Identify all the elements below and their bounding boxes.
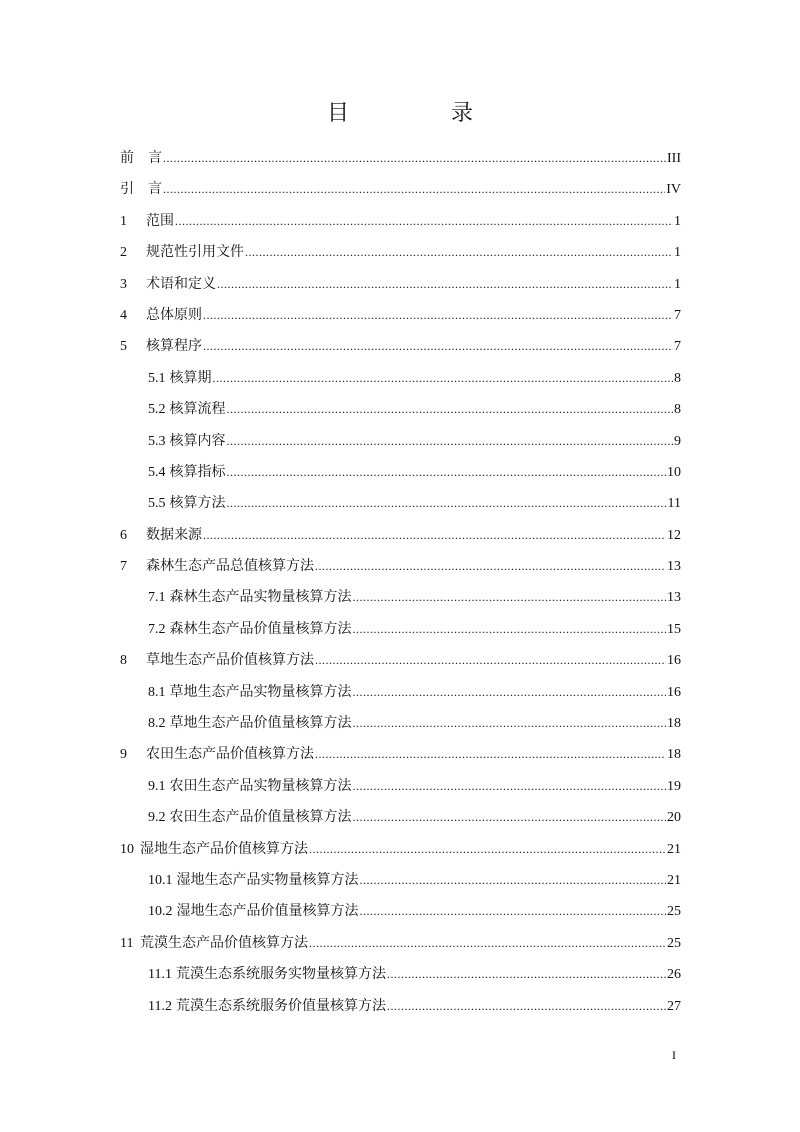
toc-entry[interactable] — [120, 837, 681, 868]
dot-leader — [213, 366, 674, 390]
dot-leader — [353, 617, 667, 641]
dot-leader — [360, 899, 667, 923]
toc-entry-page: 25 — [667, 904, 681, 920]
toc-entry-page: 16 — [667, 684, 681, 700]
toc-entry-label: 荒漠生态系统服务价值量核算方法 — [175, 997, 386, 1014]
toc-entry-page: 25 — [667, 935, 681, 951]
toc-entry-number: 5 — [120, 339, 127, 355]
toc-entry-label: 草地生态产品实物量核算方法 — [169, 683, 352, 700]
dot-leader — [315, 742, 666, 766]
toc-entry[interactable] — [120, 523, 681, 554]
toc-entry-label: 术语和定义 — [146, 275, 216, 292]
toc-entry[interactable] — [120, 554, 681, 585]
toc-entry-number: 5.5 — [148, 496, 166, 512]
page-number: I — [672, 1048, 676, 1062]
dot-leader — [227, 460, 667, 484]
toc-entry-label: 核算期 — [169, 369, 212, 386]
toc-entry-number: 10 — [120, 841, 134, 857]
toc-entry-number: 5.2 — [148, 402, 166, 418]
toc-entry-label: 湿地生态产品价值核算方法 — [140, 840, 308, 857]
toc-entry-page: 1 — [674, 213, 681, 229]
toc-entry-page: 20 — [667, 810, 681, 826]
toc-entry-number: 7 — [120, 559, 127, 575]
toc-entry-number: 10.2 — [148, 904, 173, 920]
toc-entry-number: 11 — [120, 935, 134, 951]
toc-entry[interactable] — [120, 209, 681, 240]
toc-entry-number: 7.2 — [148, 621, 166, 637]
dot-leader — [353, 774, 667, 798]
toc-entry-page: 11 — [667, 496, 681, 512]
toc-entry-label: 森林生态产品实物量核算方法 — [169, 589, 352, 606]
toc-entry-label: 草地生态产品价值核算方法 — [146, 652, 314, 669]
toc-entry-label: 森林生态产品价值量核算方法 — [169, 620, 352, 637]
toc-entry[interactable] — [120, 931, 681, 962]
toc-entry[interactable] — [120, 460, 681, 491]
toc-entry[interactable] — [120, 680, 681, 711]
toc-entry-label: 农田生态产品价值量核算方法 — [169, 809, 352, 826]
toc-entry-page: 9 — [674, 433, 681, 449]
toc-entry-label: 草地生态产品价值量核算方法 — [169, 715, 352, 732]
toc-entry-page: 19 — [667, 778, 681, 794]
dot-leader — [353, 711, 667, 735]
toc-entry[interactable] — [120, 366, 681, 397]
toc-entry[interactable] — [120, 177, 681, 208]
toc-entry-page: 18 — [667, 747, 681, 763]
toc-entry-number: 10.1 — [148, 872, 173, 888]
toc-entry-page: 27 — [667, 998, 681, 1014]
dot-leader — [245, 240, 673, 264]
toc-entry-label: 农田生态产品价值核算方法 — [146, 746, 314, 763]
toc-entry-page: 8 — [674, 370, 681, 386]
toc-entry[interactable] — [120, 711, 681, 742]
toc-entry-page: III — [667, 151, 681, 166]
toc-entry-label: 森林生态产品总值核算方法 — [146, 558, 314, 575]
toc-entry[interactable] — [120, 272, 681, 303]
toc-entry-number: 11.1 — [148, 967, 172, 983]
table-of-contents — [120, 146, 681, 1025]
toc-entry-page: 21 — [667, 872, 681, 888]
toc-entry-label: 核算指标 — [169, 463, 226, 480]
toc-entry-page: IV — [666, 182, 681, 198]
toc-entry[interactable] — [120, 774, 681, 805]
toc-entry-number: 3 — [120, 276, 127, 292]
toc-entry-label: 引 言 — [120, 181, 162, 198]
dot-leader — [203, 334, 673, 358]
toc-entry[interactable] — [120, 648, 681, 679]
dot-leader — [387, 962, 666, 986]
toc-entry[interactable] — [120, 994, 681, 1025]
toc-entry[interactable] — [120, 805, 681, 836]
toc-entry-number: 9.1 — [148, 778, 166, 794]
toc-entry-label: 湿地生态产品价值量核算方法 — [176, 903, 359, 920]
toc-entry-page: 8 — [674, 402, 681, 418]
dot-leader — [309, 931, 666, 955]
dot-leader — [315, 554, 666, 578]
toc-entry-number: 8 — [120, 653, 127, 669]
dot-leader — [163, 177, 665, 201]
toc-entry-label: 核算方法 — [169, 495, 226, 512]
dot-leader — [175, 209, 673, 233]
toc-entry-page: 18 — [667, 716, 681, 732]
toc-entry[interactable] — [120, 868, 681, 899]
dot-leader — [353, 680, 667, 704]
toc-entry-number: 8.2 — [148, 716, 166, 732]
toc-entry-page: 7 — [674, 307, 681, 323]
toc-entry-label: 荒漠生态系统服务实物量核算方法 — [175, 966, 386, 983]
toc-entry-page: 21 — [667, 841, 681, 857]
toc-entry-page: 10 — [667, 464, 681, 480]
toc-entry-label: 农田生态产品实物量核算方法 — [169, 777, 352, 794]
toc-entry-number: 5.4 — [148, 464, 166, 480]
toc-entry-label: 总体原则 — [146, 306, 202, 323]
toc-entry-number: 7.1 — [148, 590, 166, 606]
toc-entry-number: 5.1 — [148, 370, 166, 386]
toc-entry-page: 7 — [674, 339, 681, 355]
dot-leader — [227, 397, 674, 421]
toc-entry-number: 9 — [120, 747, 127, 763]
toc-entry-number: 6 — [120, 527, 127, 543]
toc-entry-label: 核算程序 — [146, 338, 202, 355]
toc-entry-page: 26 — [667, 967, 681, 983]
toc-entry[interactable] — [120, 334, 681, 365]
toc-entry-label: 湿地生态产品实物量核算方法 — [176, 871, 359, 888]
toc-entry-number: 5.3 — [148, 433, 166, 449]
dot-leader — [203, 303, 673, 327]
toc-entry[interactable] — [120, 397, 681, 428]
toc-entry[interactable] — [120, 303, 681, 334]
dot-leader — [360, 868, 667, 892]
toc-entry-page: 13 — [667, 559, 681, 575]
dot-leader — [227, 429, 674, 453]
toc-entry-label: 规范性引用文件 — [146, 244, 244, 261]
toc-entry[interactable] — [120, 429, 681, 460]
toc-entry[interactable] — [120, 240, 681, 271]
toc-entry[interactable] — [120, 146, 681, 177]
toc-entry-label: 核算内容 — [169, 432, 226, 449]
toc-entry-number: 8.1 — [148, 684, 166, 700]
dot-leader — [387, 994, 666, 1018]
toc-entry[interactable] — [120, 617, 681, 648]
toc-entry-page: 1 — [674, 245, 681, 261]
toc-entry[interactable] — [120, 585, 681, 616]
toc-entry-label: 前 言 — [120, 150, 162, 166]
dot-leader — [203, 523, 666, 547]
dot-leader — [217, 272, 673, 296]
toc-entry[interactable] — [120, 491, 681, 522]
toc-entry-label: 范围 — [146, 212, 174, 229]
dot-leader — [353, 805, 667, 829]
dot-leader — [227, 491, 667, 515]
toc-entry-number: 4 — [120, 307, 127, 323]
dot-leader — [353, 585, 667, 609]
toc-entry-label: 数据来源 — [146, 526, 202, 543]
toc-entry-page: 16 — [667, 653, 681, 669]
toc-entry[interactable] — [120, 742, 681, 773]
dot-leader — [163, 146, 666, 170]
toc-entry-number: 2 — [120, 245, 127, 261]
toc-entry-page: 12 — [667, 527, 681, 543]
toc-entry-number: 1 — [120, 213, 127, 229]
toc-entry-label: 荒漠生态产品价值核算方法 — [140, 934, 308, 951]
toc-entry-page: 13 — [667, 590, 681, 606]
toc-entry-number: 11.2 — [148, 998, 172, 1014]
toc-title: 目 录 — [326, 101, 513, 126]
dot-leader — [315, 648, 666, 672]
toc-entry[interactable] — [120, 962, 681, 993]
toc-entry-label: 核算流程 — [169, 401, 226, 418]
toc-entry-number: 9.2 — [148, 810, 166, 826]
toc-entry-page: 15 — [667, 621, 681, 637]
toc-entry[interactable] — [120, 899, 681, 930]
dot-leader — [309, 837, 666, 861]
toc-entry-page: 1 — [674, 276, 681, 292]
